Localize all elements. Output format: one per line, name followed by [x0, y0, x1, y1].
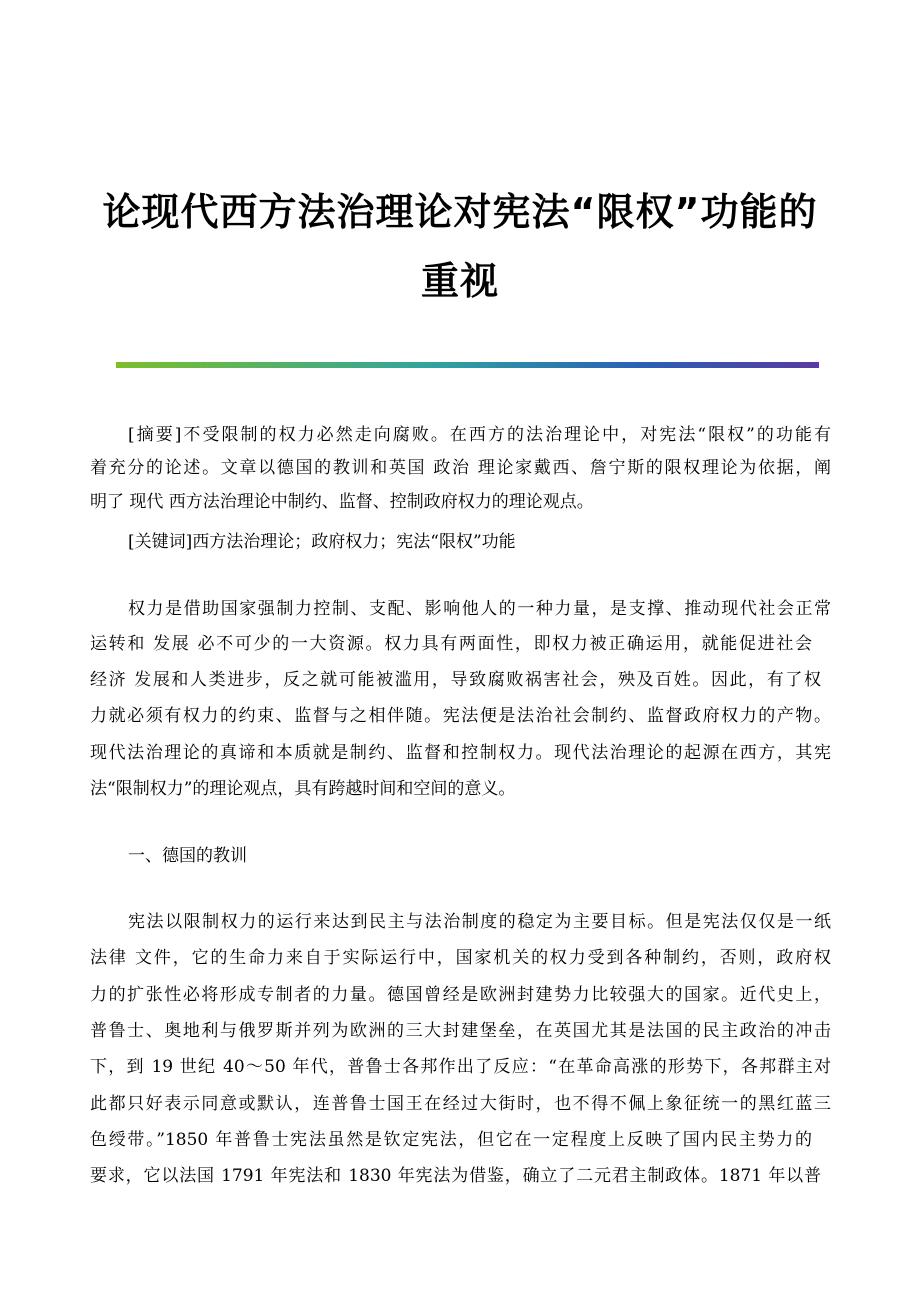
section-body-line: 力的扩张性必将形成专制者的力量。德国曾经是欧洲封建势力比较强大的国家。近代史上，	[90, 985, 831, 1005]
intro-line: 经济 发展和人类进步，反之就可能被滥用，导致腐败祸害社会，殃及百姓。因此，有了权	[90, 670, 821, 690]
section-body-line: 要求，它以法国 1791 年宪法和 1830 年宪法为借鉴，确立了二元君主制政体。1871 年以普	[90, 1166, 821, 1186]
intro-line: 现代法治理论的真谛和本质就是制约、监督和控制权力。现代法治理论的起源在西方，其宪	[90, 743, 831, 763]
abstract-line: 明了 现代 西方法治理论中制约、监督、控制政府权力的理论观点。	[90, 492, 594, 512]
section-body-line: 此都只好表示同意或默认，连普鲁士国王在经过大街时，也不得不佩上象征统一的黑红蓝三	[90, 1094, 831, 1114]
section-body-line: 下，到 19 世纪 40～50 年代，普鲁士各邦作出了反应：“在革命高涨的形势下，各邦群主对	[90, 1057, 831, 1077]
abstract-line: [摘要]不受限制的权力必然走向腐败。在西方的法治理论中，对宪法“限权”的功能有	[128, 425, 831, 445]
keywords-line: [关键词]西方法治理论；政府权力；宪法“限权”功能	[128, 532, 516, 552]
document-title-line-1: 论现代西方法治理论对宪法“限权”功能的	[102, 190, 818, 234]
section-body-line: 宪法以限制权力的运行来达到民主与法治制度的稳定为主要目标。但是宪法仅仅是一纸	[128, 912, 831, 932]
title-divider	[116, 362, 819, 368]
intro-line: 法“限制权力”的理论观点，具有跨越时间和空间的意义。	[90, 779, 516, 799]
abstract-line: 着充分的论述。文章以德国的教训和英国 政治 理论家戴西、詹宁斯的限权理论为依据，阐	[90, 458, 831, 478]
section-body-line: 普鲁士、奥地利与俄罗斯并列为欧洲的三大封建堡垒，在英国尤其是法国的民主政治的冲击	[90, 1021, 831, 1041]
intro-line: 运转和 发展 必不可少的一大资源。权力具有两面性，即权力被正确运用，就能促进社会	[90, 634, 812, 654]
document-title-line-2: 重视	[420, 259, 499, 303]
section-body-line: 法律 文件，它的生命力来自于实际运行中，国家机关的权力受到各种制约，否则，政府权	[90, 948, 831, 968]
intro-line: 权力是借助国家强制力控制、支配、影响他人的一种力量，是支撑、推动现代社会正常	[128, 599, 831, 619]
section-heading: 一、德国的教训	[128, 846, 247, 866]
intro-line: 力就必须有权力的约束、监督与之相伴随。宪法便是法治社会制约、监督政府权力的产物。	[90, 706, 831, 726]
section-body-line: 色绶带。”1850 年普鲁士宪法虽然是钦定宪法，但它在一定程度上反映了国内民主势力的	[90, 1130, 812, 1150]
